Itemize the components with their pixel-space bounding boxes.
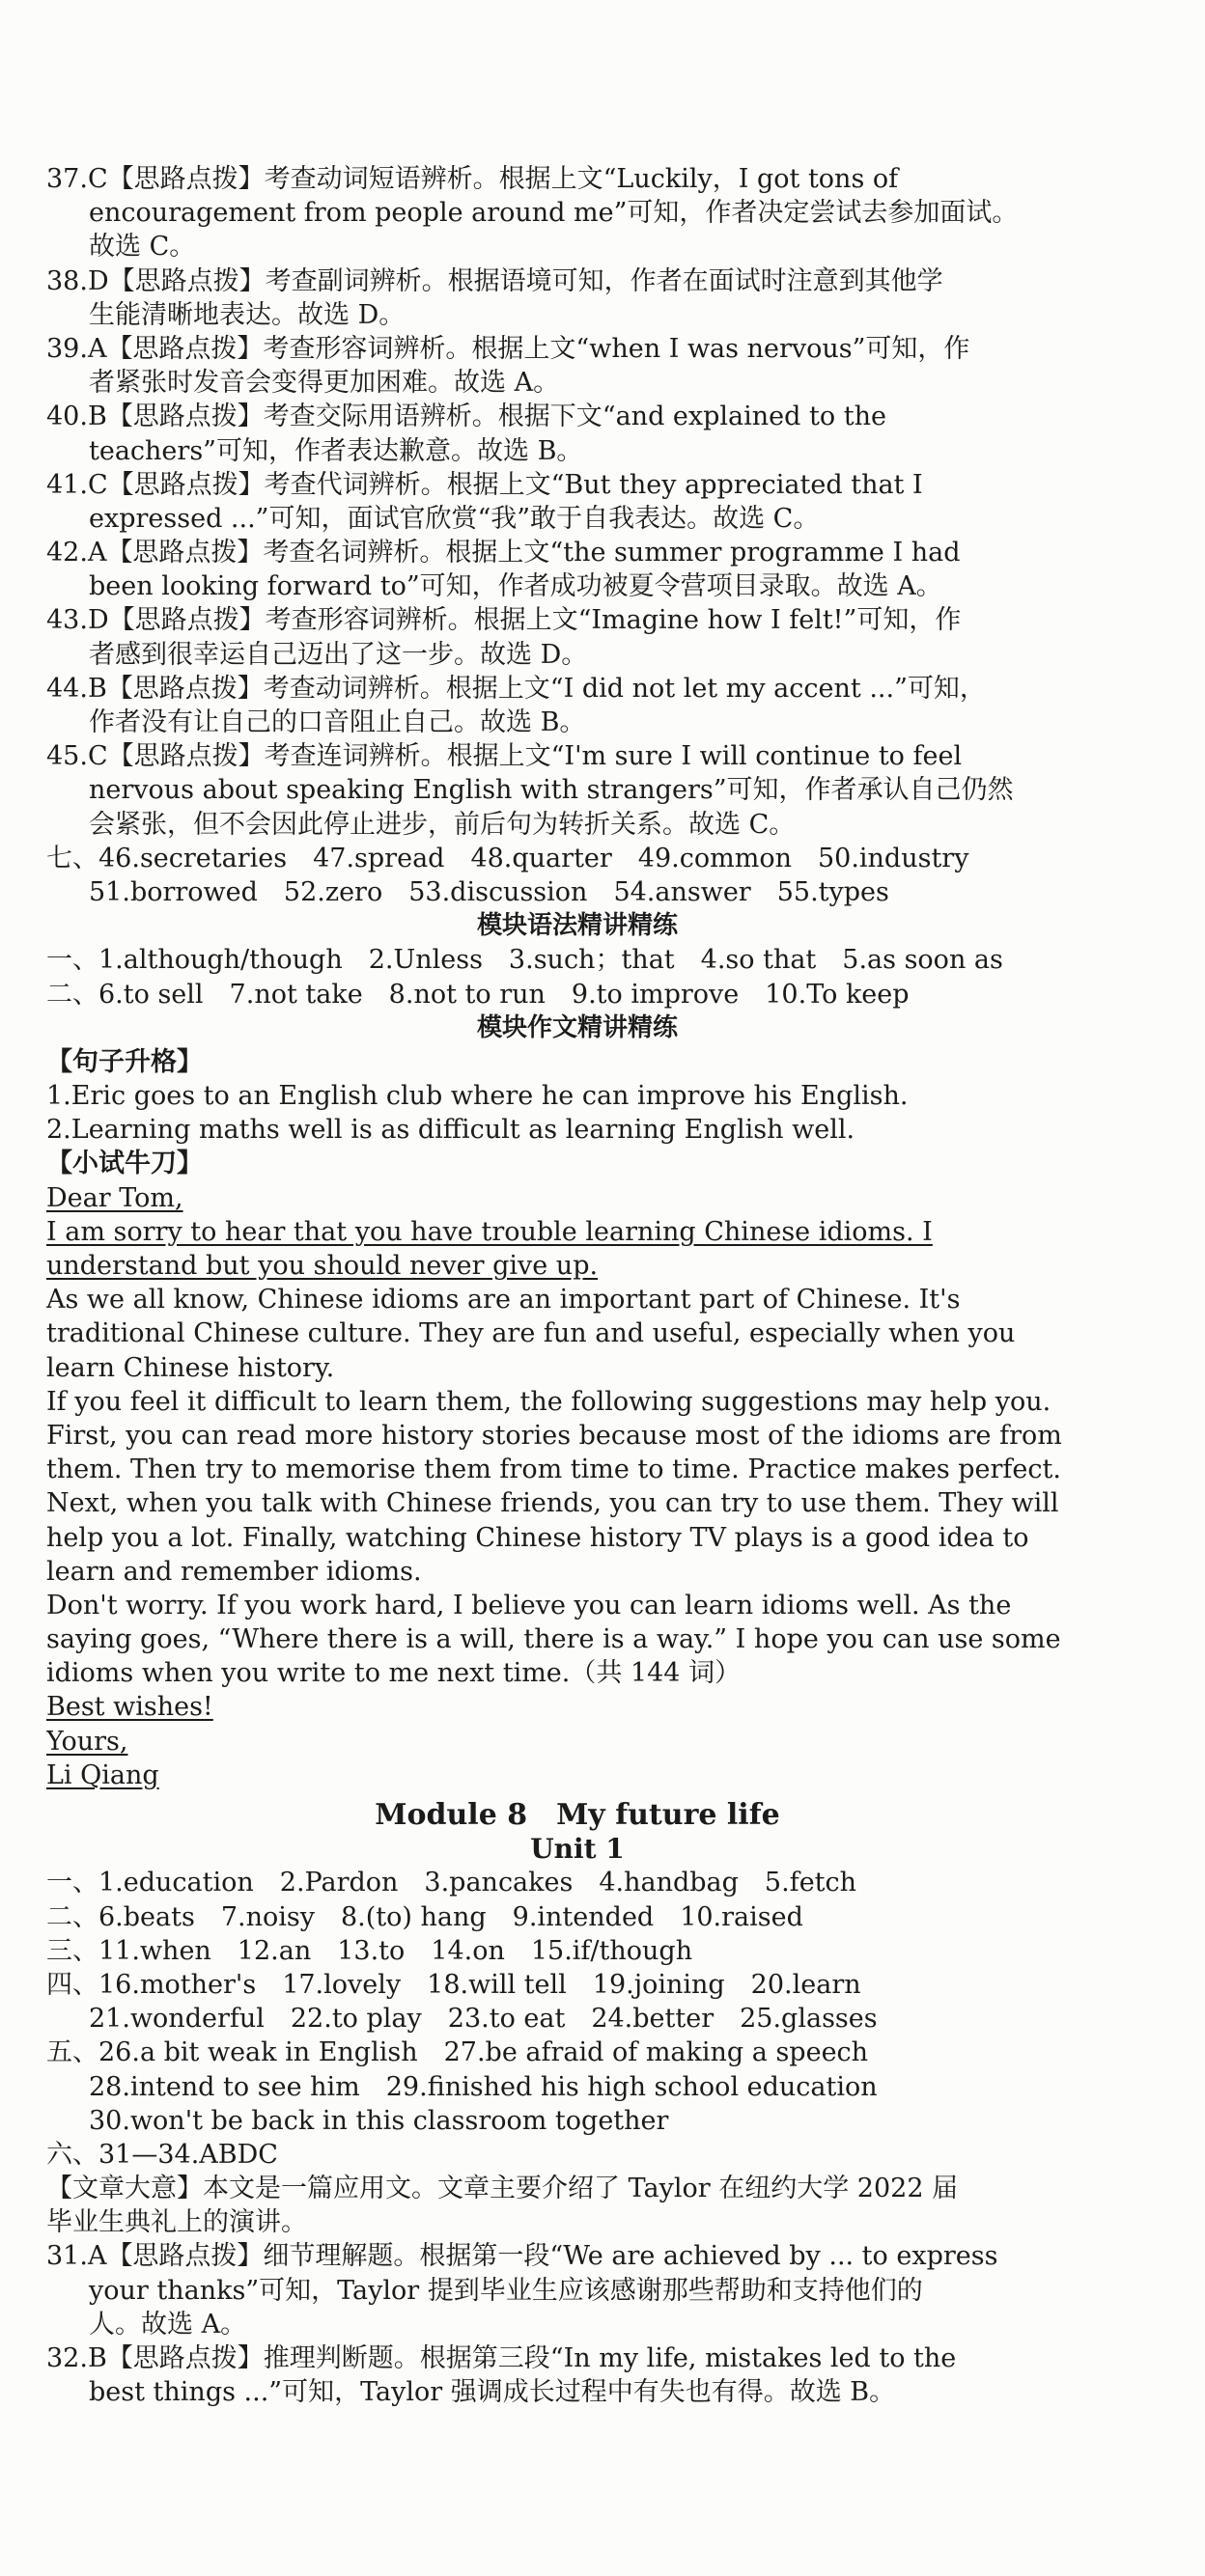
answer-line: 作者没有让自己的口音阻止自己。故选 B。: [89, 707, 586, 737]
letter-intro-text: I am sorry to hear that you have trouble learning Chinese idioms. I: [46, 1216, 933, 1247]
answer-line: 40.B【思路点拨】考查交际用语辨析。根据下文“and explained to the: [46, 402, 886, 432]
letter-body-line: Next, when you talk with Chinese friends, you can try to use them. They will: [46, 1488, 1059, 1519]
answer-line: 者感到很幸运自己迈出了这一步。故选 D。: [89, 639, 588, 670]
letter-body-line: idioms when you write to me next time.（共 144 词）: [46, 1658, 742, 1689]
letter-body-line: As we all know, Chinese idioms are an important part of Chinese. It's: [46, 1285, 961, 1316]
answer-item: [46, 468, 1108, 536]
answer-line: 39.A【思路点拨】考查形容词辨析。根据上文“when I was nervous”可知，作: [46, 333, 970, 364]
section-5-line: 30.won't be back in this classroom together: [89, 2105, 669, 2136]
letter-yours: [46, 1725, 1108, 1759]
answer-line: 42.A【思路点拨】考查名词辨析。根据上文“the summer programme I had: [46, 538, 961, 568]
letter-closing-text: Best wishes!: [46, 1692, 213, 1723]
letter-intro-text: understand but you should never give up.: [46, 1251, 599, 1281]
answer-line: 人。故选 A。: [89, 2309, 247, 2340]
answer-line: 会紧张，但不会因此停止进步，前后句为转折关系。故选 C。: [89, 809, 796, 840]
grammar-line: 一、1.although/though 2.Unless 3.such；that 4.so that 5.as soon as: [46, 945, 1003, 976]
unit-title: Unit 1: [530, 1833, 625, 1866]
answer-line: 31.A【思路点拨】细节理解题。根据第一段“We are achieved by ... to express: [46, 2241, 998, 2272]
section-7: [46, 842, 1108, 909]
letter-greeting: [46, 1181, 1108, 1215]
sentence-item: 2.Learning maths well is as difficult as learning English well.: [46, 1115, 855, 1146]
letter-intro-line: [46, 1249, 1108, 1283]
writing-title: 模块作文精讲精练: [476, 1012, 678, 1042]
answer-line: your thanks”可知，Taylor 提到毕业生应该感谢那些帮助和支持他们的: [89, 2275, 923, 2306]
answer-item: [46, 264, 1108, 332]
letter-intro-line: [46, 1215, 1108, 1249]
letter-signature: [46, 1759, 1108, 1792]
answer-item: [46, 332, 1108, 400]
answer-line: expressed ...”可知，面试官欣赏“我”敢于自我表达。故选 C。: [89, 503, 820, 534]
answer-item: [46, 2239, 1108, 2341]
answer-line: 43.D【思路点拨】考查形容词辨析。根据上文“Imagine how I felt!”可知，作: [46, 605, 962, 636]
section-5-line: 28.intend to see him 29.finished his high school education: [89, 2071, 878, 2102]
answer-line: encouragement from people around me”可知，作者决定尝试去参加面试。: [89, 198, 1019, 229]
answer-line: 41.C【思路点拨】考查代词辨析。根据上文“But they appreciated that I: [46, 469, 923, 500]
letter-body-line: them. Then try to memorise them from time to time. Practice makes perfect.: [46, 1454, 1061, 1485]
sentence-item: 1.Eric goes to an English club where he can improve his English.: [46, 1081, 909, 1112]
answer-line: been looking forward to”可知，作者成功被夏令营项目录取。故选 A。: [89, 571, 942, 602]
letter-closing: [46, 1690, 1108, 1724]
answer-line: 生能清晰地表达。故选 D。: [89, 299, 406, 330]
answer-line: best things ...”可知，Taylor 强调成长过程中有失也有得。故选 B。: [89, 2377, 896, 2408]
letter-greeting-text: Dear Tom,: [46, 1182, 183, 1213]
answer-item: [46, 739, 1108, 842]
answer-line: 32.B【思路点拨】推理判断题。根据第三段“In my life, mistakes led to the: [46, 2343, 957, 2373]
letter-body-line: help you a lot. Finally, watching Chinese history TV plays is a good idea to: [46, 1522, 1029, 1553]
section-7-line: 七、46.secretaries 47.spread 48.quarter 49.common 50.industry: [46, 843, 969, 873]
answer-line: teachers”可知，作者表达歉意。故选 B。: [89, 435, 583, 466]
answer-line: nervous about speaking English with strangers”可知，作者承认自己仍然: [89, 775, 1014, 806]
section-6-line: 六、31—34.ABDC: [46, 2139, 278, 2170]
answer-line: 38.D【思路点拨】考查副词辨析。根据语境可知，作者在面试时注意到其他学: [46, 265, 943, 296]
answer-line: 者紧张时发音会变得更加困难。故选 A。: [89, 368, 560, 399]
grammar-line: 二、6.to sell 7.not take 8.not to run 9.to improve 10.To keep: [46, 979, 910, 1010]
trial-tag: 【小试牛刀】: [46, 1149, 203, 1179]
answer-line: 44.B【思路点拨】考查动词辨析。根据上文“I did not let my accent ...”可知，: [46, 673, 986, 704]
answer-item: [46, 536, 1108, 603]
module-title: Module 8 My future life: [375, 1798, 780, 1832]
letter-body-line: saying goes, “Where there is a will, there is a way.” I hope you can use some: [46, 1624, 1061, 1655]
answer-line: 45.C【思路点拨】考查连词辨析。根据上文“I'm sure I will continue to feel: [46, 741, 963, 772]
answer-item: [46, 2341, 1108, 2409]
answers-31-32: [46, 2239, 1108, 2409]
answer-page: [46, 162, 1108, 2409]
answer-line: 37.C【思路点拨】考查动词短语辨析。根据上文“Luckily，I got tons of: [46, 164, 899, 194]
summary-line: 毕业生典礼上的演讲。: [46, 2207, 307, 2238]
letter-body-line: Don't worry. If you work hard, I believe you can learn idioms well. As the: [46, 1590, 1012, 1620]
unit-answer-line: 一、1.education 2.Pardon 3.pancakes 4.handbag 5.fetch: [46, 1868, 857, 1898]
section-5-line: 五、26.a bit weak in English 27.be afraid of making a speech: [46, 2037, 869, 2068]
letter-body-line: learn Chinese history.: [46, 1352, 335, 1383]
letter-body-line: First, you can read more history stories because most of the idioms are from: [46, 1420, 1062, 1451]
answers-37-45: [46, 162, 1108, 842]
answer-line: 故选 C。: [89, 232, 196, 263]
answer-item: [46, 603, 1108, 671]
unit-answer-line: 二、6.beats 7.noisy 8.(to) hang 9.intended 10.raised: [46, 1901, 803, 1932]
letter-body: [46, 1283, 1108, 1690]
letter-yours-text: Yours,: [46, 1726, 128, 1757]
section-7-line: 51.borrowed 52.zero 53.discussion 54.answer 55.types: [89, 876, 889, 907]
letter-body-line: traditional Chinese culture. They are fun and useful, especially when you: [46, 1318, 1016, 1349]
answer-item: [46, 162, 1108, 264]
letter-signature-text: Li Qiang: [46, 1759, 159, 1790]
unit-answer-line: 三、11.when 12.an 13.to 14.on 15.if/though: [46, 1935, 693, 1966]
unit-answer-line: 21.wonderful 22.to play 23.to eat 24.better 25.glasses: [89, 2004, 878, 2035]
answer-item: [46, 672, 1108, 739]
letter-body-line: If you feel it difficult to learn them, the following suggestions may help you.: [46, 1386, 1051, 1417]
grammar-title: 模块语法精讲精练: [476, 911, 678, 941]
summary-line: 【文章大意】本文是一篇应用文。文章主要介绍了 Taylor 在纽约大学 2022 届: [46, 2174, 959, 2204]
sentence-upgrade-tag: 【句子升格】: [46, 1046, 203, 1077]
letter-body-line: learn and remember idioms.: [46, 1556, 422, 1587]
answer-item: [46, 400, 1108, 467]
unit-answer-line: 四、16.mother's 17.lovely 18.will tell 19.joining 20.learn: [46, 1969, 861, 2000]
